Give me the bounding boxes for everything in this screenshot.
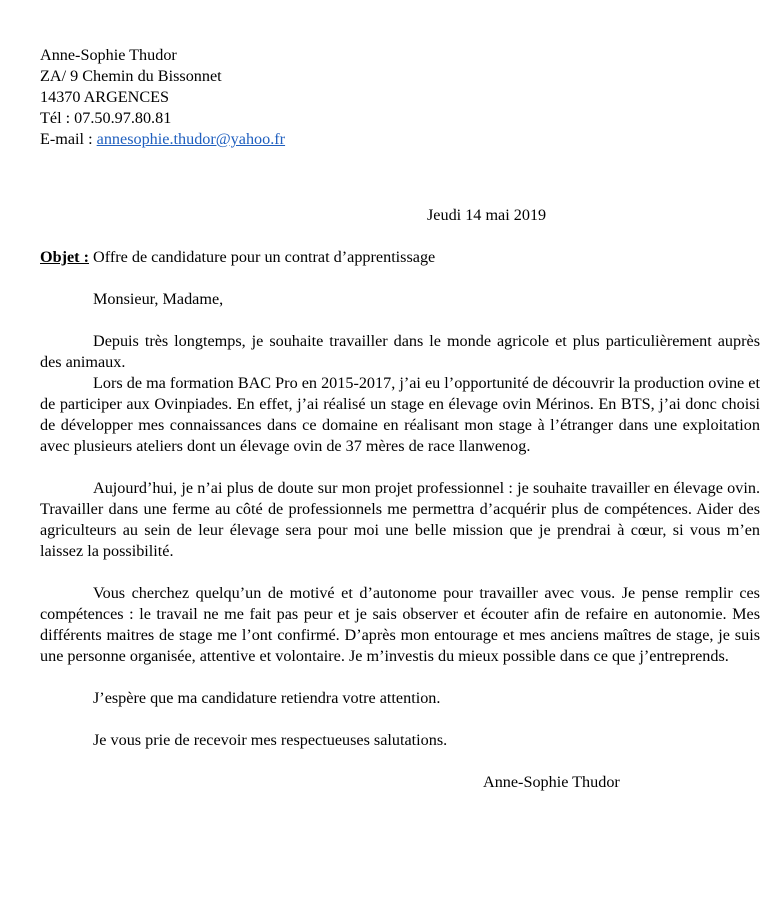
subject-text: Offre de candidature pour un contrat d’apprentissage: [89, 248, 436, 266]
body-paragraph: J’espère que ma candidature retiendra votre attention.: [93, 689, 441, 707]
letter-page: [40, 45, 760, 793]
salutation: Monsieur, Madame,: [93, 290, 224, 308]
body-paragraph: Vous cherchez quelqu’un de motivé et d’autonome pour travailler avec vous. Je pense remplir ces compétences : le travail ne me fait pas peur et je sais observer et écouter afin de refaire en autonomie. Mes différents maitres de stage me l’ont confirmé. D’après mon entourage et mes anciens maîtres de stage, je suis une personne organisée, attentive et volontaire. Je m’investis du mieux possible dans ce que j’entreprends.: [40, 584, 760, 665]
email-link[interactable]: annesophie.thudor@yahoo.fr: [96, 130, 286, 148]
subject-line: [40, 247, 760, 268]
sender-address-line1: ZA/ 9 Chemin du Bissonnet: [40, 67, 222, 85]
body-paragraph: Je vous prie de recevoir mes respectueuses salutations.: [93, 731, 448, 749]
body-paragraph: Depuis très longtemps, je souhaite travailler dans le monde agricole et plus particulièrement auprès des animaux.: [40, 332, 760, 371]
signature: Anne-Sophie Thudor: [483, 773, 620, 791]
sender-name: Anne-Sophie Thudor: [40, 46, 177, 64]
body-paragraph: Aujourd’hui, je n’ai plus de doute sur mon projet professionnel : je souhaite travailler en élevage ovin. Travailler dans une ferme au côté de professionnels me permettra d’acquérir plus de compétences. Aider des agriculteurs au sein de leur élevage sera pour moi une belle mission que je prendrai à cœur, si vous m’en laissez la possibilité.: [40, 479, 760, 560]
email-label: E-mail :: [40, 130, 97, 148]
subject-label: Objet :: [40, 248, 89, 266]
sender-block: [40, 45, 760, 150]
sender-email-line: [40, 129, 760, 150]
sender-address-line2: 14370 ARGENCES: [40, 88, 170, 106]
letter-date: Jeudi 14 mai 2019: [427, 206, 547, 224]
body-paragraph: Lors de ma formation BAC Pro en 2015-2017, j’ai eu l’opportunité de découvrir la production ovine et de participer aux Ovinpiades. En effet, j’ai réalisé un stage en élevage ovin Mérinos. En BTS, j’ai donc choisi de développer mes connaissances dans ce domaine en réalisant mon stage à l’étranger dans une exploitation avec plusieurs ateliers dont un élevage ovin de 37 mères de race llanwenog.: [40, 374, 760, 455]
sender-phone: Tél : 07.50.97.80.81: [40, 109, 172, 127]
letter-body: [40, 331, 760, 751]
